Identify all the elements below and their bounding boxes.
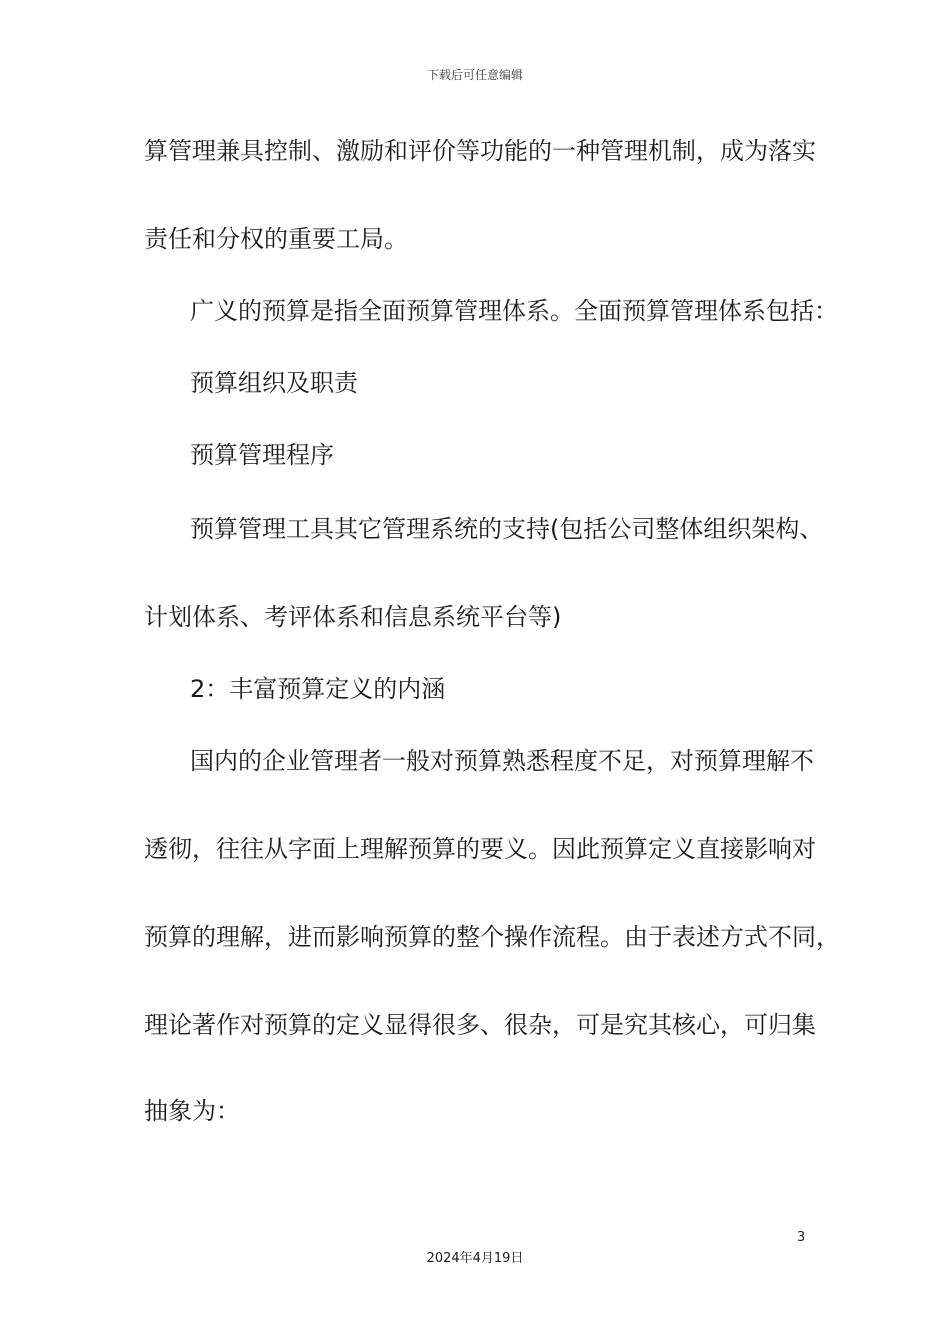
body-line: 预算的理解，进而影响预算的整个操作流程。由于表述方式不同， (144, 923, 840, 951)
body-line: 抽象为： (144, 1097, 240, 1125)
body-line: 广义的预算是指全面预算管理体系。全面预算管理体系包括： (190, 297, 838, 325)
body-line: 理论著作对预算的定义显得很多、很杂，可是究其核心，可归集 (144, 1011, 816, 1039)
body-line: 国内的企业管理者一般对预算熟悉程度不足，对预算理解不 (190, 747, 814, 775)
section-heading: 2：丰富预算定义的内涵 (190, 675, 446, 703)
body-line: 计划体系、考评体系和信息系统平台等) (144, 603, 562, 631)
body-line: 透彻，往往从字面上理解预算的要义。因此预算定义直接影响对 (144, 835, 816, 863)
body-line: 预算管理程序 (190, 441, 334, 469)
footer-date: 2024年4月19日 (426, 1251, 524, 1266)
body-line: 预算组织及职责 (190, 369, 358, 397)
body-line: 预算管理工具其它管理系统的支持(包括公司整体组织架构、 (190, 515, 824, 543)
body-line: 算管理兼具控制、激励和评价等功能的一种管理机制，成为落实 (144, 137, 816, 165)
header-note: 下载后可任意编辑 (426, 68, 523, 82)
page-number: 3 (797, 1230, 806, 1245)
body-line: 责任和分权的重要工局。 (144, 225, 408, 253)
